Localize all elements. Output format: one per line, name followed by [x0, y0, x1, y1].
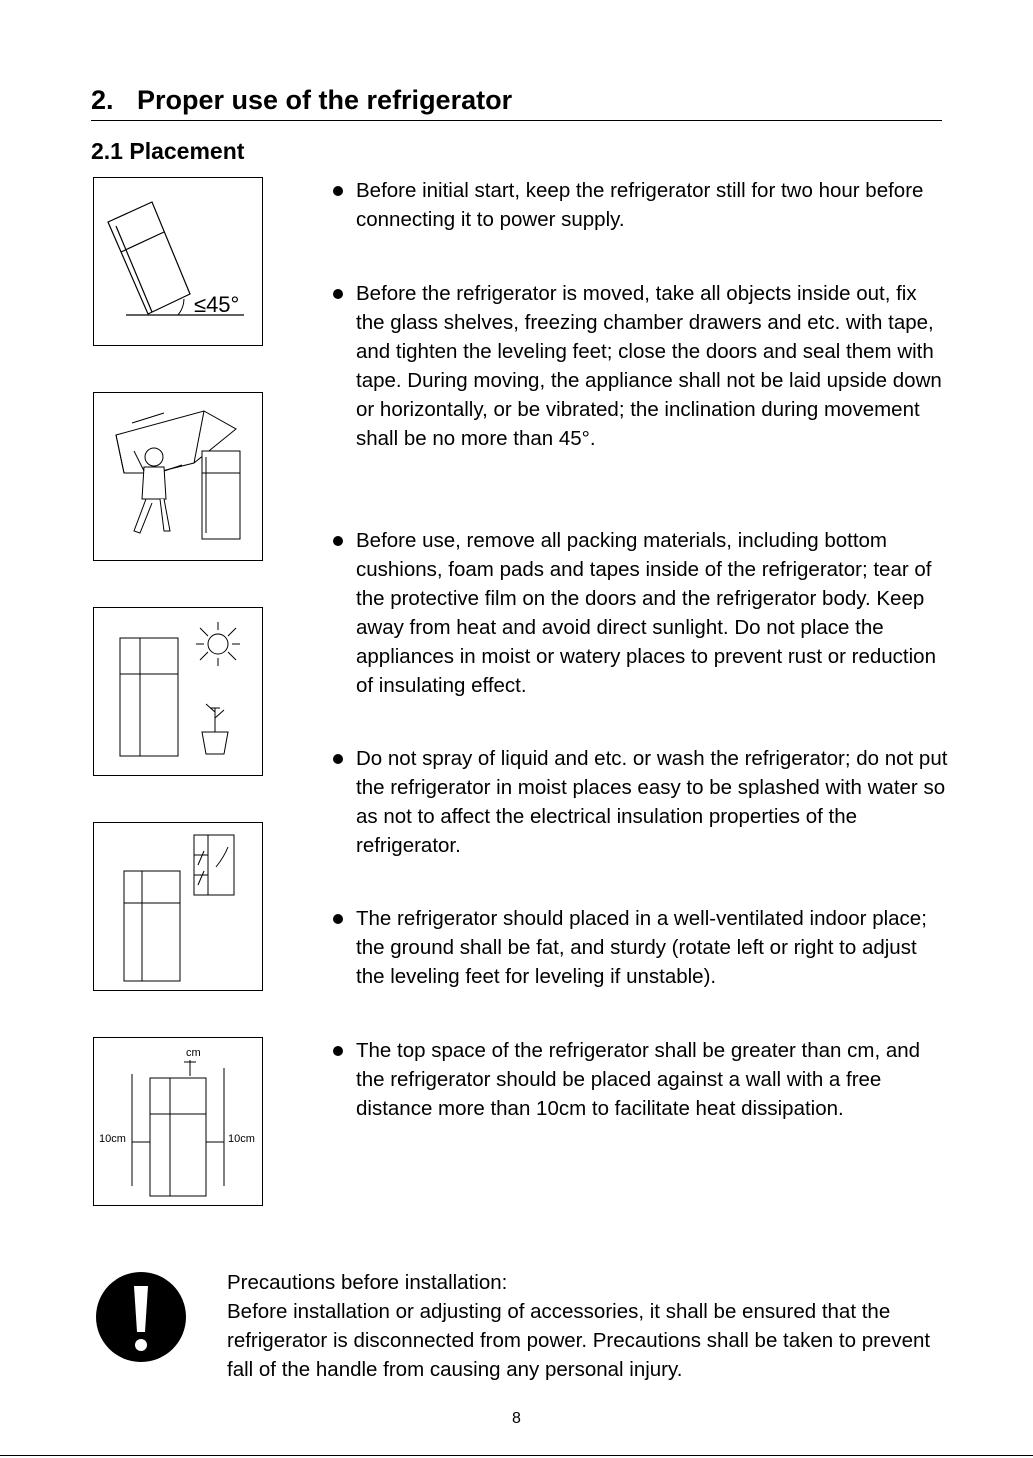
- subsection-title: 2.1 Placement: [91, 138, 245, 164]
- fridge-window-icon: [94, 823, 262, 990]
- page-number: 8: [512, 1410, 521, 1427]
- tilt-label: ≤45°: [194, 292, 240, 317]
- figure-clearance: [93, 1037, 263, 1206]
- figure-heat-moisture: [93, 607, 263, 776]
- list-item: Before use, remove all packing materials, including bottom cushions, foam pads and tapes inside of the refrigerator; tear of the protective film on the doors and the refrigerator body. Keep away from heat and avoid direct sunlight. Do not place the appliances in moist or watery places to prevent rust or reduction of insulating effect.: [330, 526, 950, 700]
- bullet-dot-icon: [333, 914, 343, 924]
- list-item: The top space of the refrigerator shall be greater than cm, and the refrigerator should be placed against a wall with a free distance more than 10cm to facilitate heat dissipation.: [330, 1036, 950, 1123]
- figure-water: [93, 822, 263, 991]
- person-carrying-box-icon: [94, 393, 262, 560]
- clearance-right-label: 10cm: [228, 1133, 255, 1145]
- fridge-clearance-icon: [94, 1038, 262, 1205]
- bullet-dot-icon: [333, 754, 343, 764]
- section-number: 2.: [91, 85, 114, 115]
- figure-tilt: [93, 177, 263, 346]
- clearance-top-label: cm: [186, 1047, 201, 1059]
- list-item: Do not spray of liquid and etc. or wash the refrigerator; do not put the refrigerator in moist places easy to be splashed with water so as not to affect the electrical insulation properties of the refrigerator.: [330, 744, 950, 860]
- tilted-fridge-icon: [94, 178, 262, 345]
- bullet-dot-icon: [333, 289, 343, 299]
- list-item: Before initial start, keep the refrigerator still for two hour before connecting it to power supply.: [330, 176, 950, 234]
- bullet-dot-icon: [333, 1046, 343, 1056]
- figure-moving: [93, 392, 263, 561]
- bullet-dot-icon: [333, 536, 343, 546]
- list-item: The refrigerator should placed in a well-ventilated indoor place; the ground shall be fat, and sturdy (rotate left or right to adjust the leveling feet for leveling if unstable).: [330, 904, 950, 991]
- warning-heading: Precautions before installation:: [227, 1271, 508, 1294]
- exclamation-warning-icon: [96, 1272, 186, 1362]
- clearance-left-label: 10cm: [99, 1133, 126, 1145]
- bullet-dot-icon: [333, 186, 343, 196]
- footer-divider: [0, 1455, 1033, 1456]
- section-title-text: Proper use of the refrigerator: [137, 85, 513, 115]
- list-item: Before the refrigerator is moved, take all objects inside out, fix the glass shelves, freezing chamber drawers and etc. with tape, and tighten the leveling feet; close the doors and seal them with tape. During moving, the appliance shall not be laid upside down or horizontally, or be vibrated; the inclination during movement shall be no more than 45°.: [330, 279, 950, 453]
- section-title: [91, 82, 942, 121]
- warning-body: Before installation or adjusting of accessories, it shall be ensured that the refrigerator is disconnected from power. Precautions shall be taken to prevent fall of the handle from causing any personal injury.: [227, 1300, 931, 1381]
- fridge-sun-plant-icon: [94, 608, 262, 775]
- warning-block: [227, 1268, 947, 1384]
